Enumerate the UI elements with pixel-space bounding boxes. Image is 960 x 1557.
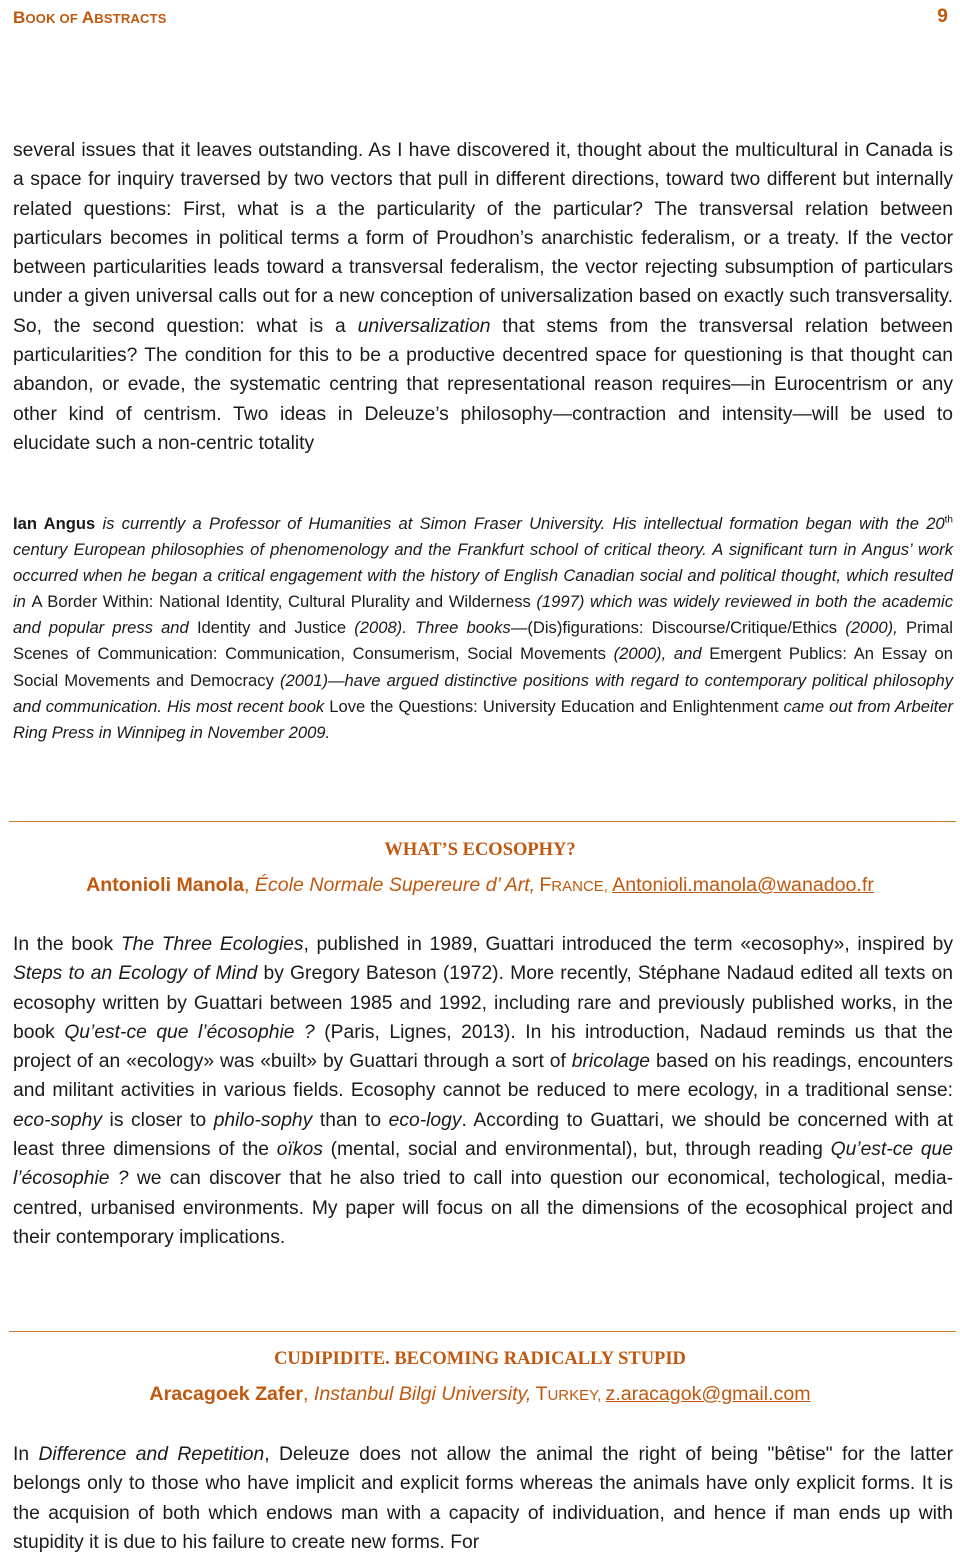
author-affiliation: École Normale Supereure d’ Art, bbox=[254, 874, 536, 896]
running-header bbox=[13, 6, 948, 34]
author-byline: Antonioli Manola, École Normale Supereure d’ Art, FRANCE, Antonioli.manola@wanadoo.fr bbox=[86, 874, 874, 896]
author-name: Antonioli Manola bbox=[86, 874, 244, 896]
continued-abstract-paragraph: several issues that it leaves outstanding. As I have discovered it, thought about the multicultural in Canada is a space for inquiry traversed by two vectors that pull in different directions, toward two different but internally related questions: First, what is a the particularity of the particular? The transversal relation between particulars becomes in political terms a form of Proudhon’s anarchistic federalism, or a treaty. If the vector between particularities leads toward a transversal federalism, the vector rejecting subsumption of particulars under a given universal calls out for a new conception of universalization based on exactly such transversality. So, the second question: what is a universalization that stems from the transversal relation between particularities? The condition for this to be a productive decentred space for questioning is that thought can abandon, or evade, the systematic centring that representational reason requires—in Eurocentrism or any other kind of centrism. Two ideas in Deleuze’s philosophy—contraction and intensity—will be used to elucidate such a non-centric totality bbox=[13, 140, 953, 454]
author-email-link[interactable]: z.aracagok@gmail.com bbox=[605, 1383, 811, 1405]
author-email-link[interactable]: Antonioli.manola@wanadoo.fr bbox=[612, 874, 874, 896]
abstract-title: WHAT’S ECOSOPHY? bbox=[384, 840, 576, 860]
author-name: Aracagoek Zafer bbox=[149, 1383, 303, 1405]
section-divider bbox=[9, 1331, 956, 1332]
author-bio: Ian Angus is currently a Professor of Humanities at Simon Fraser University. His intellectual formation began with the 20th century European philosophies of phenomenology and the Frankfurt school of critical theory. A significant turn in Angus’ work occurred when he began a critical engagement with the history of English Canadian social and political thought, which resulted in A Border Within: National Identity, Cultural Plurality and Wilderness (1997) which was widely reviewed in both the academic and popular press and Identity and Justice (2008). Three books—(Dis)figurations: Discourse/Critique/Ethics (2000), Primal Scenes of Communication: Communication, Consumerism, Social Movements (2000), and Emergent Publics: An Essay on Social Movements and Democracy (2001)—have argued distinctive positions with regard to contemporary political philosophy and communication. His most recent book Love the Questions: University Education and Enlightenment came out from Arbeiter Ring Press in Winnipeg in November 2009. bbox=[13, 514, 953, 742]
bio-author-name: Ian Angus bbox=[13, 514, 96, 533]
section-divider bbox=[9, 821, 956, 822]
author-country: RANCE bbox=[551, 878, 604, 895]
ecosophy-abstract-paragraph: In the book The Three Ecologies, published in 1989, Guattari introduced the term «ecosophy», inspired by Steps to an Ecology of Mind by Gregory Bateson (1972). More recently, Stéphane Nadaud edited all texts on ecosophy written by Guattari between 1985 and 1992, including rare and previously published works, in the book Qu’est-ce que l’écosophie ? (Paris, Lignes, 2013). In his introduction, Nadaud reminds us that the project of an «ecology» was «built» by Guattari through a sort of bricolage based on his readings, encounters and militant activities in various fields. Ecosophy cannot be reduced to mere ecology, in a traditional sense: eco-sophy is closer to philo-sophy than to eco-logy. According to Guattari, we should be concerned with at least three dimensions of the oïkos (mental, social and environmental), but, through reading Qu’est-ce que l’écosophie ? we can discover that he also tried to call into question our economical, techological, media-centred, urbanised environments. My paper will focus on all the dimensions of the ecosophical project and their contemporary implications. bbox=[13, 934, 953, 1248]
book-title: BOOK OF ABSTRACTS bbox=[13, 8, 167, 27]
book-title-ref: Emergent Publics: An Essay on Social Movements and Democracy bbox=[13, 644, 953, 690]
cudipidite-abstract-paragraph: In Difference and Repetition, Deleuze does not allow the animal the right of being "bêtise" for the latter belongs only to those who have implicit and explicit forms whereas the animals have only explicit forms. It is the acquision of both which endows man with a capacity of individuation, and hence if man ends up with stupidity it is due to his failure to create new forms. For bbox=[13, 1444, 953, 1553]
author-affiliation: Instanbul Bilgi University, bbox=[313, 1383, 532, 1405]
book-title-ref: Primal Scenes of Communication: Communication, Consumerism, Social Movements bbox=[13, 618, 953, 664]
author-byline: Aracagoek Zafer, Instanbul Bilgi University, TURKEY, z.aracagok@gmail.com bbox=[149, 1383, 811, 1405]
page-number: 9 bbox=[937, 6, 948, 27]
book-title-ref: A Border Within: National Identity, Cultural Plurality and Wilderness bbox=[31, 592, 531, 612]
author-country: URKEY bbox=[547, 1387, 598, 1404]
book-title-ref: Love the Questions: University Education and Enlightenment bbox=[329, 696, 779, 716]
book-title-ref: Identity and Justice bbox=[196, 618, 347, 638]
abstract-title: CUDIPIDITE. BECOMING RADICALLY STUPID bbox=[274, 1349, 686, 1369]
book-title-ref: (Dis)figurations: Discourse/Critique/Ethics bbox=[527, 618, 838, 638]
